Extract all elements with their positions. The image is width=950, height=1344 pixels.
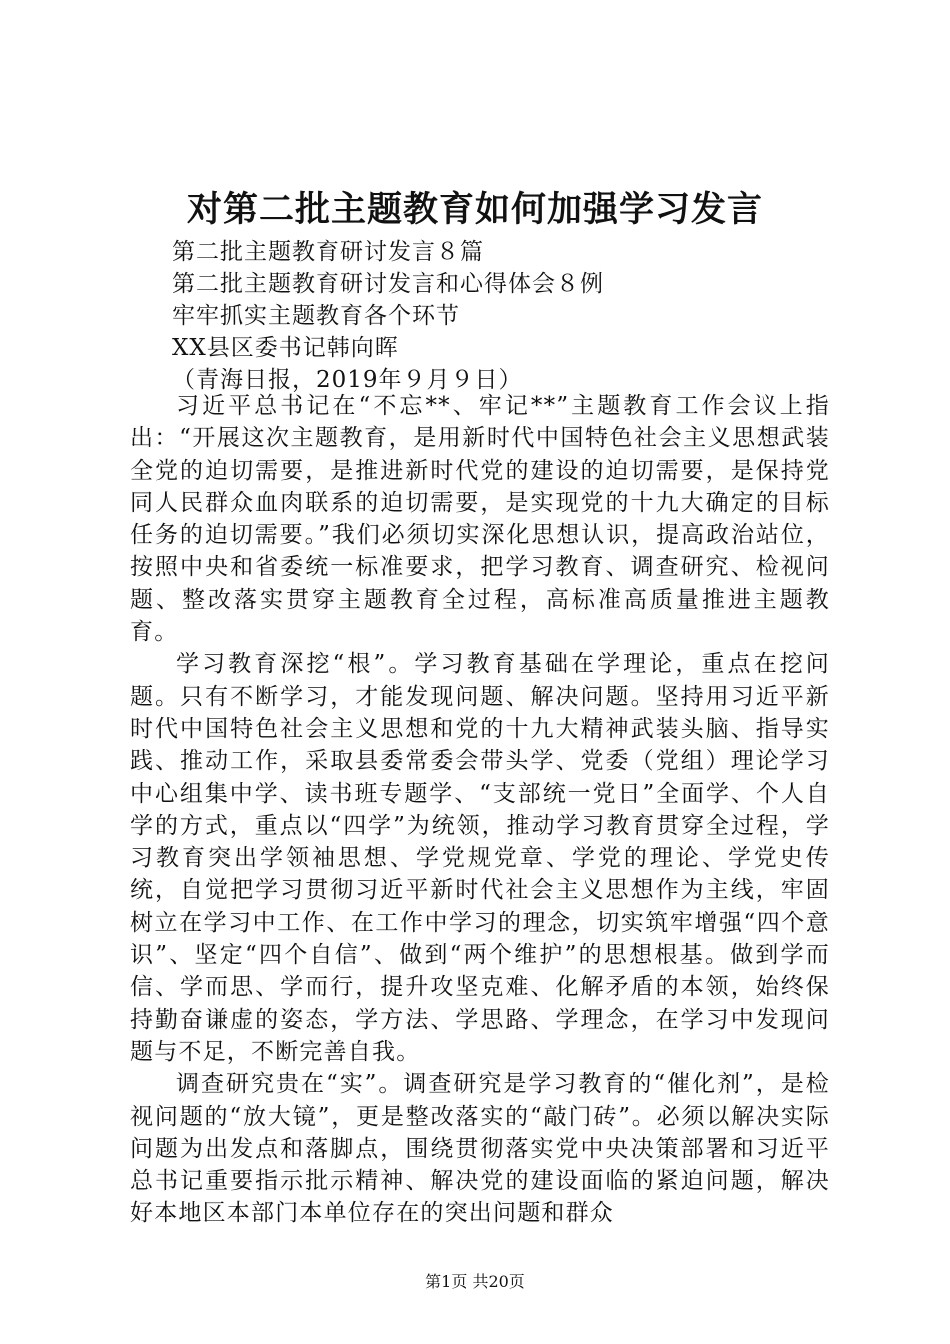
meta-line: XX县区委书记韩向晖: [172, 335, 399, 361]
meta-line: 第二批主题教育研讨发言８篇: [172, 239, 484, 265]
document-title: 对第二批主题教育如何加强学习发言: [186, 189, 763, 230]
document-meta: [172, 236, 872, 396]
meta-line: （青海日报，2019年９月９日）: [172, 367, 523, 393]
page-footer: 第1页 共20页: [425, 1272, 525, 1291]
body-paragraph: 学习教育深挖“根”。学习教育基础在学理论，重点在挖问题。只有不断学习，才能发现问题、解决问题。坚持用习近平新时代中国特色社会主义思想和党的十九大精神武装头脑、指导实践、推动工作，采取县委常委会带头学、党委（党组）理论学习中心组集中学、读书班专题学、“支部统一党日”全面学、个人自学的方式，重点以“四学”为统领，推动学习教育贯穿全过程，学习教育突出学领袖思想、学党规党章、学党的理论、学党史传统，自觉把学习贯彻习近平新时代社会主义思想作为主线，牢固树立在学习中工作、在工作中学习的理念，切实筑牢增强“四个意识”、坚定“四个自信”、做到“两个维护”的思想根基。做到学而信、学而思、学而行，提升攻坚克难、化解矛盾的本领，始终保持勤奋谦虚的姿态，学方法、学思路、学理念，在学习中发现问题与不足，不断完善自我。: [130, 651, 830, 1065]
body-paragraph: 调查研究贵在“实”。调查研究是学习教育的“催化剂”，是检视问题的“放大镜”，更是整改落实的“敲门砖”。必须以解决实际问题为出发点和落脚点，围绕贯彻落实党中央决策部署和习近平总书记重要指示批示精神、解决党的建设面临的紧迫问题，解决好本地区本部门本单位存在的突出问题和群众: [130, 1071, 830, 1227]
meta-line: 牢牢抓实主题教育各个环节: [172, 303, 460, 329]
body-paragraph: 习近平总书记在“不忘**、牢记**”主题教育工作会议上指出：“开展这次主题教育，是用新时代中国特色社会主义思想武装全党的迫切需要，是推进新时代党的建设的迫切需要，是保持党同人民群众血肉联系的迫切需要，是实现党的十九大确定的目标任务的迫切需要。”我们必须切实深化思想认识，提高政治站位，按照中央和省委统一标准要求，把学习教育、调查研究、检视问题、整改落实贯穿主题教育全过程，高标准高质量推进主题教育。: [130, 393, 830, 646]
document-body: [130, 390, 830, 1230]
meta-line: 第二批主题教育研讨发言和心得体会８例: [172, 271, 604, 297]
